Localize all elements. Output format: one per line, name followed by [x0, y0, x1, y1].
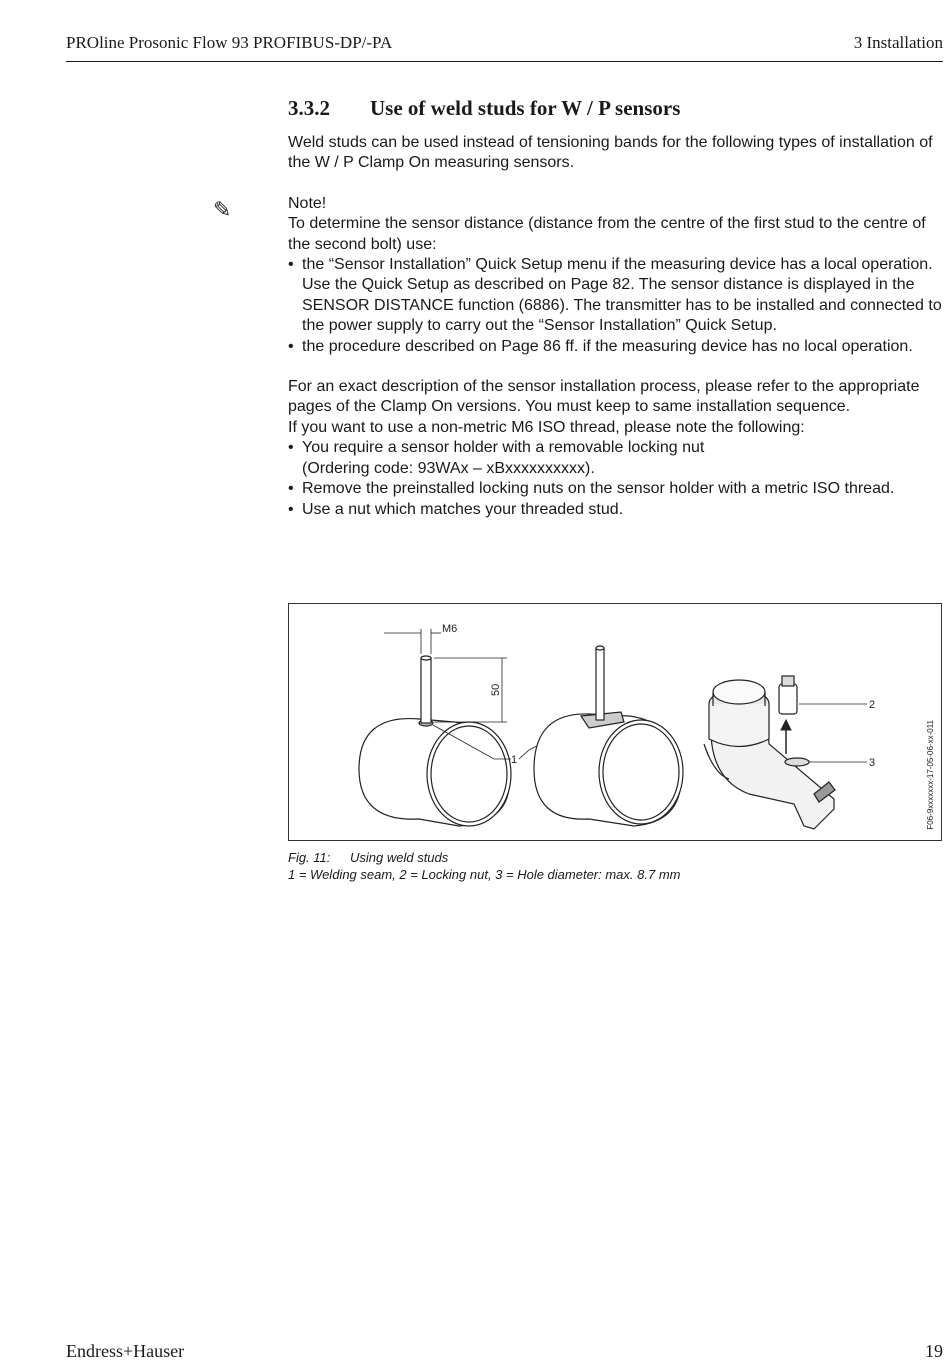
list-item: • the “Sensor Installation” Quick Setup menu if the measuring device has a local operation. Use the Quick Setup as described on Page 82. The sensor distance is displayed in the SENSOR DISTANCE function (6886). The transmitter has to be installed and connected to the power supply to carry out the “Sensor Installation” Quick Setup.	[288, 255, 943, 337]
m6-thread-paragraph: If you want to use a non-metric M6 ISO thread, please note the following:	[288, 418, 805, 436]
label-3: 3	[869, 757, 876, 769]
company-logo-text: Endress+Hauser	[66, 1341, 185, 1361]
figure-number: Fig. 11:	[288, 850, 331, 865]
label-2: 2	[869, 699, 876, 711]
pencil-icon: ✎	[213, 198, 232, 223]
section-title: Use of weld studs for W / P sensors	[370, 96, 681, 120]
chapter-label: 3 Installation	[853, 33, 943, 52]
list-item: • Remove the preinstalled locking nuts on the sensor holder with a metric ISO thread.	[288, 479, 943, 499]
page-header	[66, 30, 943, 62]
figure-caption	[288, 849, 680, 883]
m6-dimension	[384, 629, 441, 654]
exact-description-paragraph: For an exact description of the sensor installation process, please refer to the appropriate pages of the Clamp On versions. You must keep to same installation sequence.	[288, 378, 920, 416]
list-item: • You require a sensor holder with a removable locking nut	[288, 438, 943, 458]
figure-legend: 1 = Welding seam, 2 = Locking nut, 3 = Hole diameter: max. 8.7 mm	[288, 867, 681, 882]
list-item-continuation: (Ordering code: 93WAx – xBxxxxxxxxxx).	[302, 459, 595, 477]
weld-studs-drawing	[289, 604, 943, 842]
arrow-icon	[781, 720, 791, 754]
weld-studs-figure	[288, 603, 942, 841]
list-item: • Use a nut which matches your threaded stud.	[288, 500, 943, 520]
note-text: To determine the sensor distance (distance from the centre of the first stud to the centre of the second bolt) use:	[288, 215, 926, 253]
main-content	[288, 96, 943, 520]
list-item: • the procedure described on Page 86 ff. if the measuring device has no local operation.	[288, 337, 943, 357]
figure-code: F06-9xxxxxxx-17-05-06-xx-011	[926, 720, 935, 830]
section-heading	[288, 96, 943, 121]
m6-bullet-list	[288, 438, 943, 520]
m6-label: M6	[442, 623, 458, 635]
pipe-with-stud-1	[359, 656, 511, 826]
dim50-label: 50	[490, 683, 502, 696]
section-number: 3.3.2	[288, 96, 330, 120]
document-title: PROline Prosonic Flow 93 PROFIBUS-DP/-PA	[66, 33, 393, 52]
pipe-with-stud-2	[534, 646, 683, 826]
label-1: 1	[511, 754, 518, 766]
sensor-holder	[704, 676, 835, 829]
intro-paragraph: Weld studs can be used instead of tensioning bands for the following types of installation of the W / P Clamp On measuring sensors.	[288, 134, 933, 172]
figure-title: Using weld studs	[350, 850, 449, 865]
page-number: 19	[925, 1341, 943, 1361]
note-label: Note!	[288, 194, 327, 212]
note-bullet-list	[288, 255, 943, 357]
